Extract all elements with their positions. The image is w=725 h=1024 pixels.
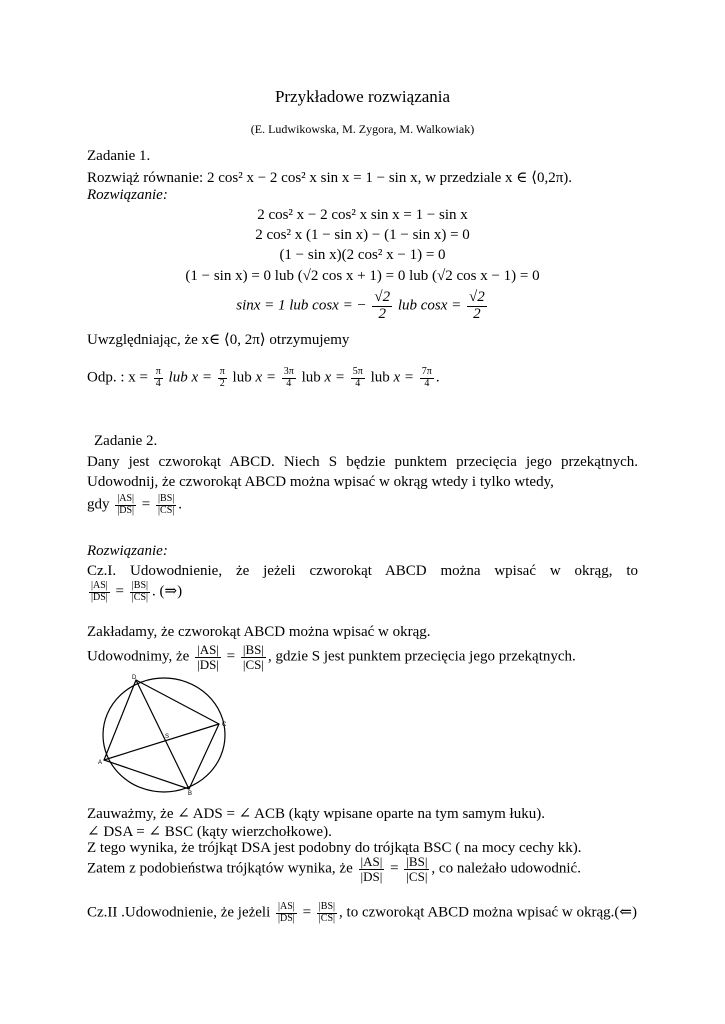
fraction-sqrt2-over-2: $\frac{√2}{2}$ [469,289,485,322]
task2-claim: Udowodnimy, że $\frac{|AS|}{|DS|}$ = $\frac{|BS|}{|CS|}$ , gdzie S jest punktem przecięcia jego przekątnych. [87,642,576,672]
diagonal-AC [104,724,219,760]
fraction-AS-DS: $\frac{|AS|}{|DS|}$ [91,580,108,603]
task2-heading: Zadanie 2. [94,433,158,449]
diagonal-BD [136,680,189,789]
fraction-pi-4: $\frac{\pi}{4}$ [155,366,161,389]
task2-assumption: Zakładamy, że czworokąt ABCD można wpisać w okrąg. [87,624,431,640]
task1-eq5 [0,290,725,323]
fraction-BS-CS: $\frac{|BS|}{|CS|}$ [318,901,336,924]
task2-observation-3: Z tego wynika, że trójkąt DSA jest podobny do trójkąta BSC ( na mocy cechy kk). [87,840,582,856]
task2-observation-1: Zauważmy, że ∠ ADS = ∠ ACB (kąty wpisane oparte na tym samym łuku). [87,806,545,822]
label-S: S [165,734,170,740]
fraction-AS-DS: $\frac{|AS|}{|DS|}$ [278,901,295,924]
fraction-BS-CS: $\frac{|BS|}{|CS|}$ [242,642,264,672]
task2-observation-2: ∠ DSA = ∠ BSC (kąty wierzchołkowe). [87,824,332,840]
task2-solution-label: Rozwiązanie: [87,543,168,559]
task1-statement: Rozwiąż równanie: 2 cos² x − 2 cos² x sin x = 1 − sin x, w przedziale x ∈ ⟨0,2π). [87,170,573,186]
task1-domain-note: Uwzględniając, że x∈ ⟨0, 2π⟩ otrzymujemy [87,332,350,348]
task1-answer: Odp. : x = $\frac{\pi}{4}$ lub x = $\frac{\pi}{2}$ lub x = $\frac{3\pi}{4}$ lub x = $\frac{5\pi}{4}$ lub x = $\frac{7\pi}{4}$ . [87,366,440,389]
task1-eq2: 2 cos² x (1 − sin x) − (1 − sin x) = 0 [255,227,470,243]
fraction-AS-DS: $\frac{|AS|}{|DS|}$ [117,493,135,516]
fraction-AS-DS: $\frac{|AS|}{|DS|}$ [197,642,219,672]
label-D: D [132,675,137,681]
task2-line2: Udowodnij, że czworokąt ABCD można wpisać w okrąg wtedy i tylko wtedy, [87,474,554,490]
task2-line1: Dany jest czworokąt ABCD. Niech S będzie punktem przecięcia jego przekątnych. [87,454,638,470]
cyclic-quadrilateral-diagram [95,672,240,797]
fraction-3pi-4: $\frac{3\pi}{4}$ [283,366,294,389]
fraction-BS-CS: $\frac{|BS|}{|CS|}$ [158,493,175,516]
authors: (E. Ludwikowska, M. Zygora, M. Walkowiak) [250,122,475,136]
task1-eq1: 2 cos² x − 2 cos² x sin x = 1 − sin x [257,207,468,223]
fraction-sqrt2-over-2: $\frac{√2}{2}$ [374,289,391,322]
fraction-5pi-4: $\frac{5\pi}{4}$ [352,366,363,389]
task2-part2-heading: Cz.II .Udowodnienie, że jeżeli $\frac{|AS|}{|DS|}$ = $\frac{|BS|}{|CS|}$ , to czworokąt ABCD można wpisać w okrąg.(⇐) [87,901,637,924]
eq5-part-b: lub cosx = [397,297,462,314]
fraction-pi-2: $\frac{\pi}{2}$ [219,366,225,389]
task1-solution-label: Rozwiązanie: [87,187,168,203]
label-C: C [222,722,227,728]
task2-conclusion: Zatem z podobieństwa trójkątów wynika, że $\frac{|AS|}{|DS|}$ = $\frac{|BS|}{|CS|}$ , co należało udowodnić. [87,854,581,884]
task2-part1-heading: Cz.I. Udowodnienie, że jeżeli czworokąt ABCD można wpisać w okrąg, to [87,563,638,579]
task1-heading: Zadanie 1. [87,148,151,164]
task2-condition: gdy $\frac{|AS|}{|DS|}$ = $\frac{|BS|}{|CS|}$ . [87,493,183,516]
page-title: Przykładowe rozwiązania [274,87,451,106]
eq5-part-a: sinx = 1 lub cosx = − [236,297,367,314]
fraction-AS-DS: $\frac{|AS|}{|DS|}$ [360,854,383,884]
task2-part1-ratio: $\frac{|AS|}{|DS|}$ = $\frac{|BS|}{|CS|}$ . (⇒) [91,580,183,603]
label-B: B [188,791,193,797]
fraction-7pi-4: $\frac{7\pi}{4}$ [421,366,432,389]
label-A: A [98,760,103,766]
task1-eq4: (1 − sin x) = 0 lub (√2 cos x + 1) = 0 lub (√2 cos x − 1) = 0 [185,268,540,284]
task1-eq3: (1 − sin x)(2 cos² x − 1) = 0 [279,247,446,263]
fraction-BS-CS: $\frac{|BS|}{|CS|}$ [406,854,428,884]
fraction-BS-CS: $\frac{|BS|}{|CS|}$ [131,580,149,603]
quadrilateral-ABCD [104,680,219,789]
